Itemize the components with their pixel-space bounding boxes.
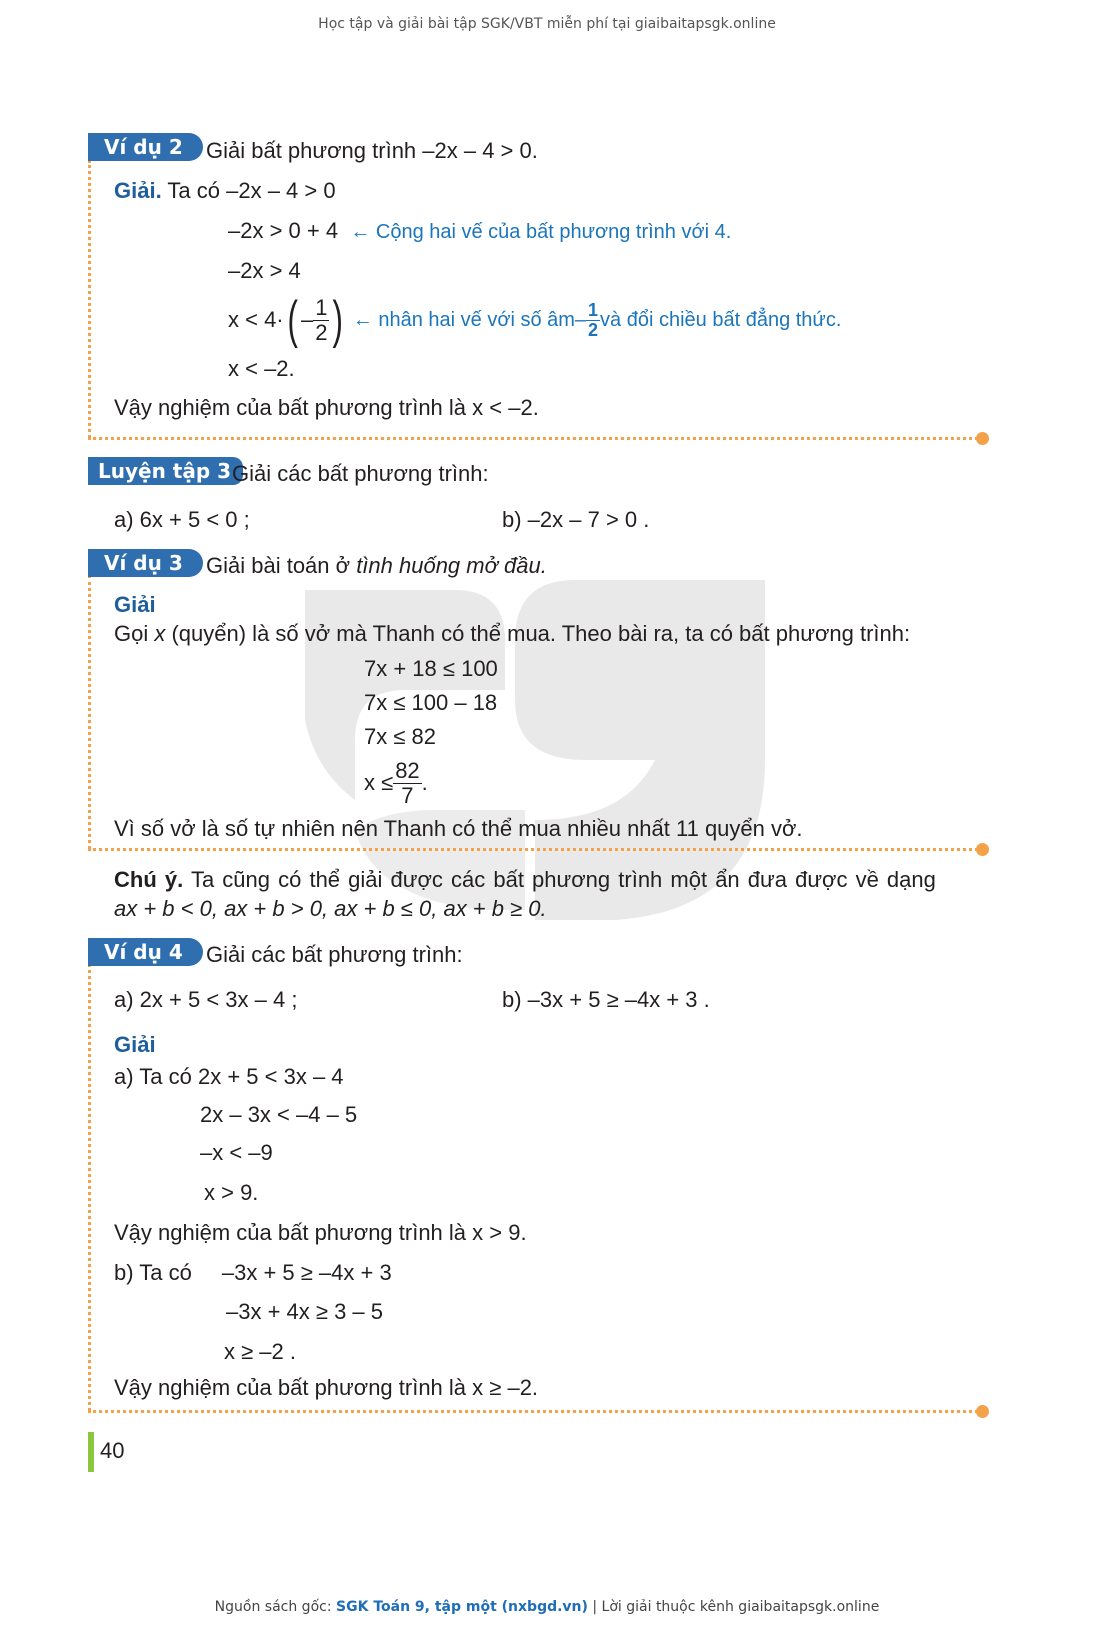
vd4-item-a: a) 2x + 5 < 3x – 4 ; <box>114 987 298 1012</box>
lt3-item-a: a) 6x + 5 < 0 ; <box>114 507 250 532</box>
note-line-2: ax + b < 0, ax + b > 0, ax + b ≤ 0, ax + b ≥ 0. <box>114 896 547 921</box>
vd4-a-conclusion: Vậy nghiệm của bất phương trình là x > 9. <box>114 1220 527 1245</box>
page-number-bar <box>88 1432 94 1472</box>
vd3-prompt: Giải bài toán ở tình huống mở đầu. <box>206 553 547 578</box>
vd2-solution-line-1: –2x > 0 + 4 ← Cộng hai vế của bất phương trình với 4. <box>228 218 732 243</box>
vd4-b-conclusion: Vậy nghiệm của bất phương trình là x ≥ –2. <box>114 1375 539 1400</box>
vd3-giai-label: Giải <box>114 592 156 617</box>
note-line-1: Chú ý. Ta cũng có thể giải được các bất phương trình một ẩn đưa được về dạng <box>114 867 936 892</box>
vd3-step-3: 7x ≤ 82 <box>364 724 437 749</box>
vd3-step-1: 7x + 18 ≤ 100 <box>364 656 498 681</box>
vd2-border-end-dot <box>976 432 989 445</box>
vd4-a-line-0: a) Ta có 2x + 5 < 3x – 4 <box>114 1064 344 1089</box>
vd4-a-line-2: –x < –9 <box>200 1140 273 1165</box>
vd3-step-4: x ≤ $\frac{82}{7}$ . <box>364 758 428 808</box>
vd4-b-line-1: –3x + 4x ≥ 3 – 5 <box>226 1299 384 1324</box>
vd4-b-line-0: b) Ta có –3x + 5 ≥ –4x + 3 <box>114 1260 392 1285</box>
page-header: Học tập và giải bài tập SGK/VBT miễn phí tại giaibaitapsgk.online <box>318 16 776 32</box>
vd4-tag: Ví dụ 4 <box>88 938 203 966</box>
vd4-giai-label: Giải <box>114 1032 156 1057</box>
vd4-left-border <box>88 964 91 1411</box>
vd4-item-b: b) –3x + 5 ≥ –4x + 3 . <box>502 987 710 1012</box>
vd2-solution-line-3: x < 4· ( – $\frac{1}{2}$ ) ← nhân hai vế với số âm – $\frac{1}{2}$ và đổi chiều bất đẳng thức. <box>228 291 842 349</box>
vd3-conclusion: Vì số vở là số tự nhiên nên Thanh có thể mua nhiều nhất 11 quyển vở. <box>114 816 803 841</box>
vd3-tag: Ví dụ 3 <box>88 549 203 577</box>
vd2-conclusion: Vậy nghiệm của bất phương trình là x < –2. <box>114 395 539 420</box>
vd3-intro: Gọi x (quyển) là số vở mà Thanh có thể mua. Theo bài ra, ta có bất phương trình: <box>114 621 911 646</box>
lt3-tag: Luyện tập 3 <box>88 457 243 485</box>
vd4-bottom-border <box>88 1410 978 1413</box>
vd2-prompt: Giải bất phương trình –2x – 4 > 0. <box>206 138 538 163</box>
vd2-solution-line-4: x < –2. <box>228 356 295 381</box>
page-footer: Nguồn sách gốc: SGK Toán 9, tập một (nxbgd.vn) | Lời giải thuộc kênh giaibaitapsgk.online <box>214 1599 880 1615</box>
vd4-border-end-dot <box>976 1405 989 1418</box>
vd2-bottom-border <box>88 437 978 440</box>
lt3-prompt: Giải các bất phương trình: <box>232 461 489 486</box>
vd2-solution-line-2: –2x > 4 <box>228 258 301 283</box>
vd3-border-end-dot <box>976 843 989 856</box>
vd4-b-line-2: x ≥ –2 . <box>224 1339 296 1364</box>
page-number: 40 <box>100 1438 125 1463</box>
vd2-left-border <box>88 160 91 438</box>
vd3-step-2: 7x ≤ 100 – 18 <box>364 690 498 715</box>
vd4-prompt: Giải các bất phương trình: <box>206 942 463 967</box>
vd2-tag: Ví dụ 2 <box>88 133 203 161</box>
vd3-bottom-border <box>88 848 978 851</box>
vd4-a-line-3: x > 9. <box>204 1180 259 1205</box>
vd3-left-border <box>88 575 91 849</box>
vd2-solution-line-0: Giải. Ta có –2x – 4 > 0 <box>114 178 336 203</box>
lt3-item-b: b) –2x – 7 > 0 . <box>502 507 650 532</box>
vd4-a-line-1: 2x – 3x < –4 – 5 <box>200 1102 358 1127</box>
